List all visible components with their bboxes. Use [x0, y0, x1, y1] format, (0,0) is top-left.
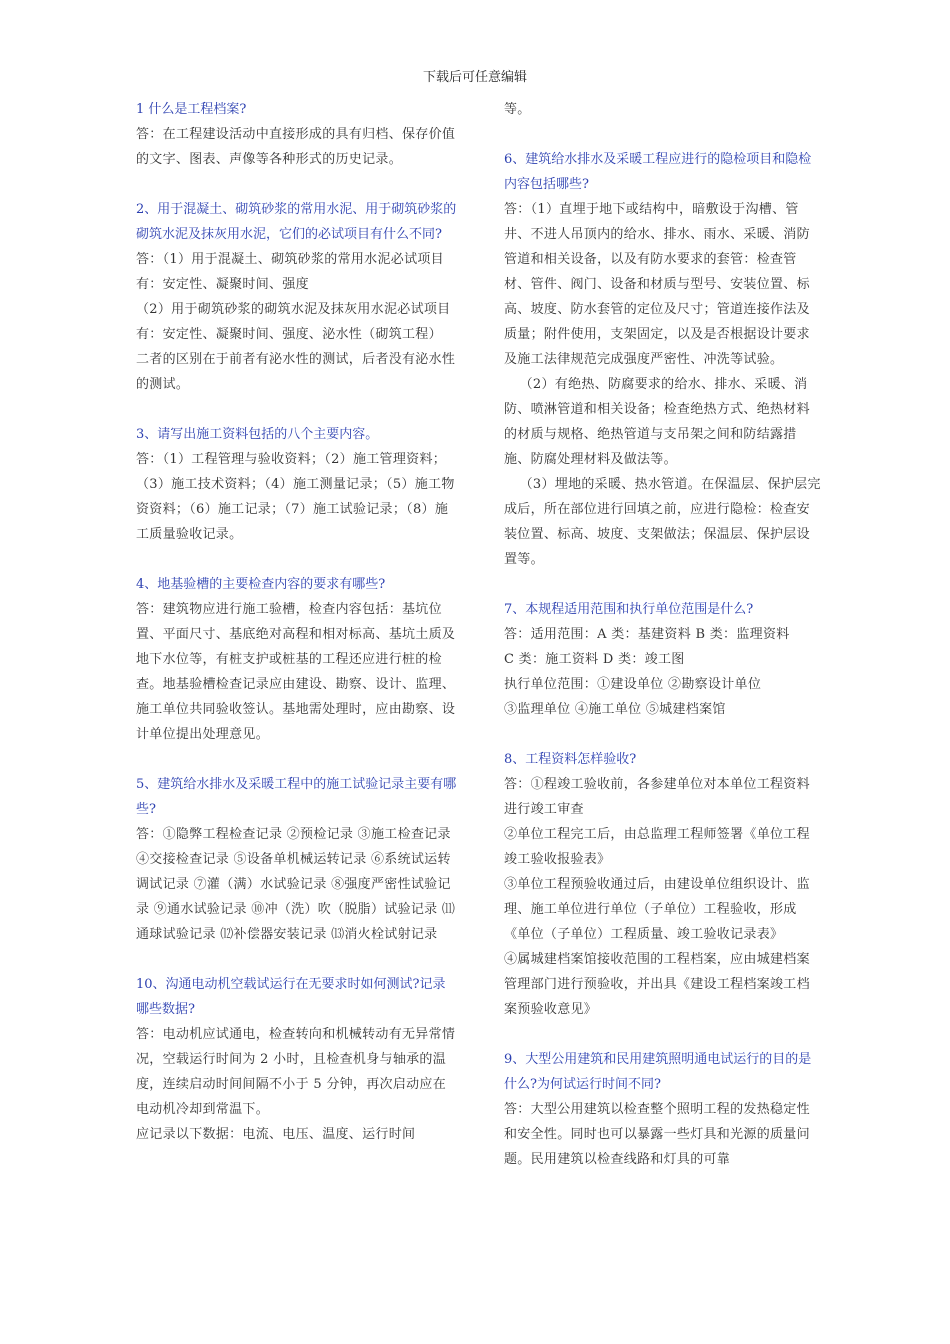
answer-text: ③单位工程预验收通过后，由建设单位组织设计、监理、施工单位进行单位（子单位）工程验收，形成《单位（子单位）工程质量、竣工验收记录表》 [504, 877, 810, 942]
answer-text: 答：适用范围：A 类：基建资料 B 类：监理资料 [504, 627, 790, 642]
answer-text: ②单位工程完工后，由总监理工程师签署《单位工程竣工验收报验表》 [504, 827, 810, 867]
question-text: 7、本规程适用范围和执行单位范围是什么? [504, 602, 754, 617]
page-header: 下载后可任意编辑 [422, 70, 527, 85]
qa-block [136, 972, 458, 1147]
answer-text: 答：（1）直埋于地下或结构中，暗敷设于沟槽、管井、不进人吊顶内的给水、排水、雨水、采暖、消防管道和相关设备，以及有防水要求的套管：检查管材、管件、阀门、设备和材质与型号、安装位置、标高、坡度、防水套管的定位及尺寸；管道连接作法及质量；附件使用，支架固定，以及是否根据设计要求及施工法律规范完成强度严密性、冲洗等试验。 [504, 202, 810, 367]
answer-text: ③监理单位 ④施工单位 ⑤城建档案馆 [504, 702, 726, 717]
answer-text: 等。 [504, 102, 531, 117]
qa-block [504, 597, 822, 722]
question-text: 3、请写出施工资料包括的八个主要内容。 [136, 427, 379, 442]
qa-block [136, 197, 458, 397]
question-text: 1 什么是工程档案? [136, 102, 247, 117]
answer-text: （2）用于砌筑砂浆的砌筑水泥及抹灰用水泥必试项目有：安定性、凝聚时间、强度、泌水性（砌筑工程） [136, 302, 451, 342]
question-text: 4、地基验槽的主要检查内容的要求有哪些? [136, 577, 386, 592]
answer-text: 答：在工程建设活动中直接形成的具有归档、保存价值的文字、图表、声像等各种形式的历史记录。 [136, 127, 456, 167]
qa-block [504, 1047, 822, 1172]
answer-text: 答：（1）工程管理与验收资料；（2）施工管理资料；（3）施工技术资料；（4）施工测量记录；（5）施工物资资料；（6）施工记录；（7）施工试验记录；（8）施工质量验收记录。 [136, 452, 455, 542]
answer-text: ④属城建档案馆接收范围的工程档案，应由城建档案管理部门进行预验收，并出具《建设工程档案竣工档案预验收意见》 [504, 952, 810, 1017]
answer-text: C 类：施工资料 D 类：竣工图 [504, 652, 685, 667]
answer-text: 答：建筑物应进行施工验槽，检查内容包括：基坑位置、平面尺寸、基底绝对高程和相对标高、基坑土质及地下水位等，有桩支护或桩基的工程还应进行桩的检查。地基验槽检查记录应由建设、勘察、设计、监理、施工单位共同验收签认。基地需处理时，应由勘察、设计单位提出处理意见。 [136, 602, 456, 742]
qa-block [136, 422, 458, 547]
qa-block [136, 772, 458, 947]
question-text: 10、沟通电动机空载试运行在无要求时如何测试?记录哪些数据? [136, 977, 446, 1017]
left-column [136, 97, 458, 1172]
question-text: 9、大型公用建筑和民用建筑照明通电试运行的目的是什么?为何试运行时间不同? [504, 1052, 812, 1092]
answer-text: （3）埋地的采暖、热水管道。在保温层、保护层完成后，所在部位进行回填之前，应进行隐检：检查安装位置、标高、坡度、支架做法；保温层、保护层设置等。 [504, 477, 821, 567]
question-text: 5、建筑给水排水及采暖工程中的施工试验记录主要有哪些? [136, 777, 457, 817]
qa-block [504, 747, 822, 1022]
qa-block [504, 147, 822, 572]
answer-text: 答：（1）用于混凝土、砌筑砂浆的常用水泥必试项目有：安定性、凝聚时间、强度 [136, 252, 444, 292]
answer-text: 答：电动机应试通电，检查转向和机械转动有无异常情况，空载运行时间为 2 小时，且检查机身与轴承的温度，连续启动时间间隔不小于 5 分钟，再次启动应在电动机冷却到常温下。 [136, 1027, 456, 1117]
answer-text: 答：①程竣工验收前，各参建单位对本单位工程资料进行竣工审查 [504, 777, 810, 817]
qa-block [136, 97, 458, 172]
right-column [504, 97, 822, 1197]
answer-text: 执行单位范围：①建设单位 ②勘察设计单位 [504, 677, 762, 692]
answer-text: 答：①隐弊工程检查记录 ②预检记录 ③施工检查记录 ④交接检查记录 ⑤设备单机械运转记录 ⑥系统试运转调试记录 ⑦灌（满）水试验记录 ⑧强度严密性试验记录 ⑨通水试验记录 ⑩冲（洗）吹（脱脂）试验记录 ⑾通球试验记录 ⑿补偿器安装记录 ⒀消火栓试射记录 [136, 827, 456, 942]
answer-text: 答：大型公用建筑以检查整个照明工程的发热稳定性和安全性。同时也可以暴露一些灯具和光源的质量问题。民用建筑以检查线路和灯具的可靠 [504, 1102, 810, 1167]
question-text: 6、建筑给水排水及采暖工程应进行的隐检项目和隐检内容包括哪些? [504, 152, 812, 192]
answer-text: （2）有绝热、防腐要求的给水、排水、采暖、消防、喷淋管道和相关设备；检查绝热方式、绝热材料的材质与规格、绝热管道与支吊架之间和防结露措施、防腐处理材料及做法等。 [504, 377, 810, 467]
question-text: 2、用于混凝土、砌筑砂浆的常用水泥、用于砌筑砂浆的砌筑水泥及抹灰用水泥，它们的必试项目有什么不同? [136, 202, 457, 242]
qa-block [504, 97, 822, 122]
answer-text: 二者的区别在于前者有泌水性的测试，后者没有泌水性的测试。 [136, 352, 456, 392]
question-text: 8、工程资料怎样验收? [504, 752, 637, 767]
qa-block [136, 572, 458, 747]
answer-text: 应记录以下数据：电流、电压、温度、运行时间 [136, 1127, 416, 1142]
